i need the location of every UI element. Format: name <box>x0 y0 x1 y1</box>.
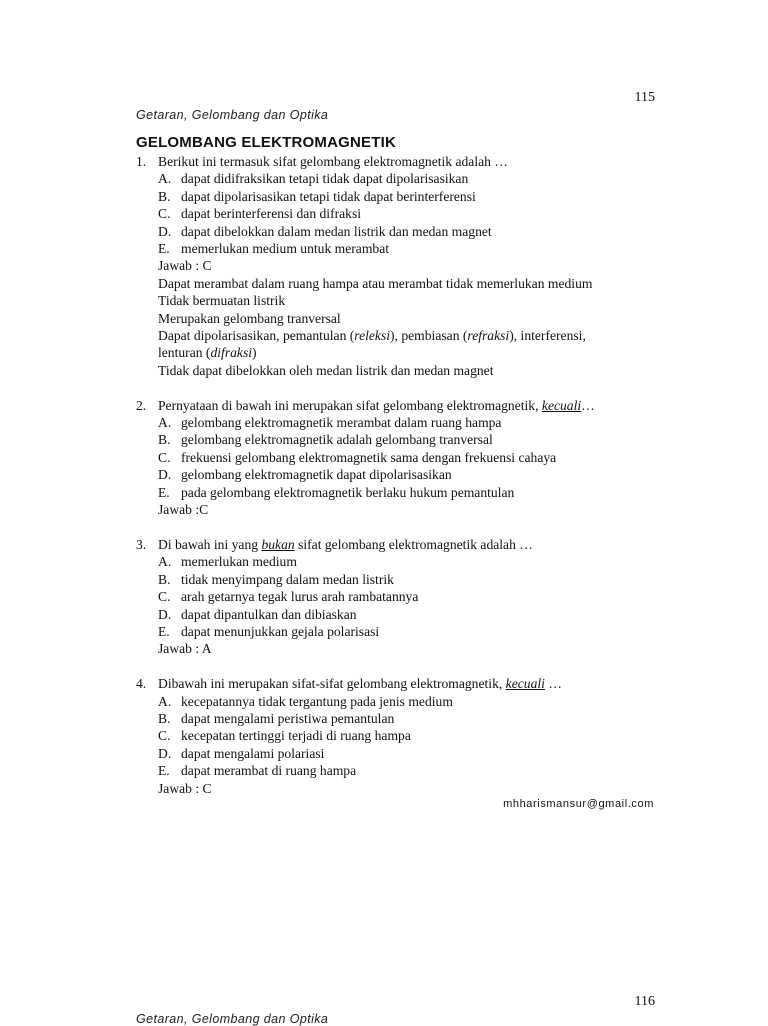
option-d <box>136 606 656 623</box>
option-text: pada gelombang elektromagnetik berlaku hukum pemantulan <box>181 484 515 500</box>
option-letter: D. <box>158 606 172 622</box>
option-text: tidak menyimpang dalam medan listrik <box>181 571 394 587</box>
option-text: memerlukan medium <box>181 554 297 570</box>
explanation-line: Tidak dapat dibelokkan oleh medan listrik dan medan magnet <box>158 362 494 378</box>
footer-email: mhharismansur@gmail.com <box>503 798 654 810</box>
option-e <box>136 762 656 779</box>
option-text: memerlukan medium untuk merambat <box>181 241 390 257</box>
option-letter: A. <box>158 171 172 187</box>
chapter-title: GELOMBANG ELEKTROMAGNETIK <box>136 134 396 151</box>
option-a <box>136 170 656 187</box>
explanation-line: Tidak bermuatan listrik <box>158 293 286 309</box>
explanation-text: ), pembiasan ( <box>390 328 468 344</box>
option-b <box>136 188 656 205</box>
option-letter: D. <box>158 467 172 483</box>
option-letter: B. <box>158 188 171 204</box>
option-letter: D. <box>158 745 172 761</box>
question-text <box>136 675 656 692</box>
option-e <box>136 484 656 501</box>
explanation-line <box>136 327 656 344</box>
answer: Jawab : C <box>158 258 212 274</box>
option-b <box>136 710 656 727</box>
option-text: frekuensi gelombang elektromagnetik sama dengan frekuensi cahaya <box>181 449 557 465</box>
option-text: dapat dibelokkan dalam medan listrik dan medan magnet <box>181 223 492 239</box>
option-a <box>136 553 656 570</box>
question-2 <box>136 397 656 519</box>
option-text: gelombang elektromagnetik adalah gelombang tranversal <box>181 432 493 448</box>
explanation-text: Dapat dipolarisasikan, pemantulan ( <box>158 328 355 344</box>
answer: Jawab : A <box>158 641 212 657</box>
option-letter: A. <box>158 415 172 431</box>
option-d <box>136 466 656 483</box>
question-text-part: … <box>544 676 562 692</box>
option-b <box>136 431 656 448</box>
option-text: dapat dipolarisasikan tetapi tidak dapat berinterferensi <box>181 188 476 204</box>
explanation-line: Dapat merambat dalam ruang hampa atau merambat tidak memerlukan medium <box>158 275 593 291</box>
explanation-text: lenturan ( <box>158 345 211 361</box>
option-letter: C. <box>158 206 171 222</box>
option-d <box>136 223 656 240</box>
question-keyword: bukan <box>261 536 295 552</box>
running-header: Getaran, Gelombang dan Optika <box>136 108 329 122</box>
explanation-text: ) <box>252 345 257 361</box>
option-letter: A. <box>158 693 172 709</box>
question-keyword: kecuali <box>505 676 545 692</box>
option-c <box>136 588 656 605</box>
option-text: dapat menunjukkan gejala polarisasi <box>181 623 380 639</box>
question-number: 3. <box>136 536 147 552</box>
question-text-part: Dibawah ini merupakan sifat-sifat gelombang elektromagnetik, <box>158 676 506 692</box>
explanation-term: releksi <box>354 328 391 344</box>
option-letter: E. <box>158 484 170 500</box>
option-a <box>136 693 656 710</box>
option-text: dapat mengalami peristiwa pemantulan <box>181 710 395 726</box>
option-text: dapat merambat di ruang hampa <box>181 763 357 779</box>
question-text <box>136 397 656 414</box>
explanation-term: refraksi <box>467 328 510 344</box>
option-letter: D. <box>158 223 172 239</box>
answer: Jawab :C <box>158 502 209 518</box>
option-letter: E. <box>158 241 170 257</box>
question-3 <box>136 536 656 658</box>
question-1 <box>136 153 656 379</box>
option-letter: C. <box>158 589 171 605</box>
option-e <box>136 623 656 640</box>
option-text: dapat dipantulkan dan dibiaskan <box>181 606 357 622</box>
option-letter: C. <box>158 728 171 744</box>
page-number: 115 <box>634 90 655 105</box>
explanation-line: Merupakan gelombang tranversal <box>158 310 341 326</box>
option-text: dapat mengalami polariasi <box>181 745 325 761</box>
option-a <box>136 414 656 431</box>
question-text: Berikut ini termasuk sifat gelombang elektromagnetik adalah … <box>158 154 508 169</box>
option-letter: B. <box>158 432 171 448</box>
option-c <box>136 205 656 222</box>
explanation-text: ), interferensi, <box>509 328 586 344</box>
question-text-part: Pernyataan di bawah ini merupakan sifat gelombang elektromagnetik, <box>158 397 542 413</box>
option-text: kecepatannya tidak tergantung pada jenis medium <box>181 693 453 709</box>
option-letter: B. <box>158 571 171 587</box>
option-c <box>136 727 656 744</box>
question-text-part: Di bawah ini yang <box>158 536 262 552</box>
option-letter: E. <box>158 763 170 779</box>
question-number: 2. <box>136 397 147 413</box>
question-list <box>136 153 656 797</box>
question-text-part: … <box>581 397 595 413</box>
explanation-term: difraksi <box>210 345 253 361</box>
answer: Jawab : C <box>158 780 212 796</box>
option-text: gelombang elektromagnetik merambat dalam ruang hampa <box>181 415 502 431</box>
option-letter: A. <box>158 554 172 570</box>
option-b <box>136 571 656 588</box>
question-text-part: sifat gelombang elektromagnetik adalah … <box>294 536 533 552</box>
option-text: kecepatan tertinggi terjadi di ruang hampa <box>181 728 411 744</box>
option-letter: B. <box>158 710 171 726</box>
option-text: arah getarnya tegak lurus arah rambatannya <box>181 589 419 605</box>
option-letter: C. <box>158 449 171 465</box>
question-keyword: kecuali <box>541 397 582 413</box>
question-number: 4. <box>136 676 147 692</box>
option-text: dapat berinterferensi dan difraksi <box>181 206 362 222</box>
running-header-next: Getaran, Gelombang dan Optika <box>136 1012 329 1026</box>
question-number: 1. <box>136 154 147 169</box>
option-text: dapat didifraksikan tetapi tidak dapat dipolarisasikan <box>181 171 469 187</box>
option-d <box>136 745 656 762</box>
option-e <box>136 240 656 257</box>
question-text <box>136 536 656 553</box>
option-text: gelombang elektromagnetik dapat dipolarisasikan <box>181 467 452 483</box>
page-number-next: 116 <box>634 994 655 1009</box>
question-4 <box>136 675 656 797</box>
explanation-line <box>136 344 656 361</box>
option-c <box>136 449 656 466</box>
option-letter: E. <box>158 623 170 639</box>
